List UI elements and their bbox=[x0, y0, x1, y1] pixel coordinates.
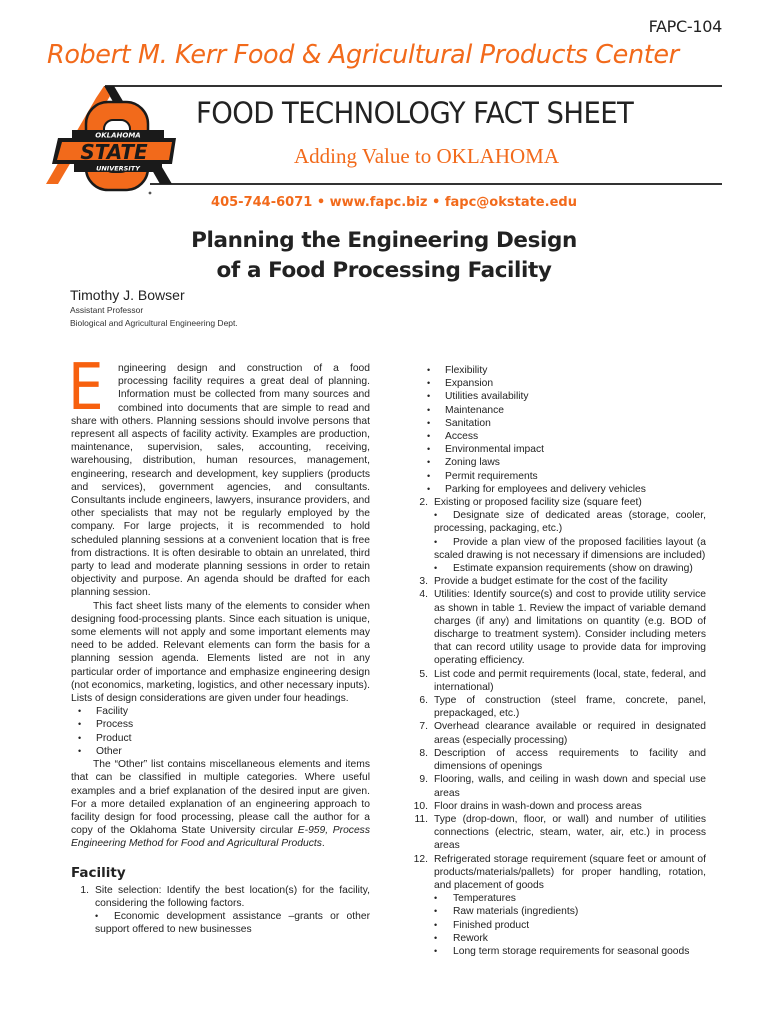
bullet-icon: • bbox=[427, 365, 431, 375]
intro-text: ngineering design and construction of a food processing facility requires a great deal of planning. Information must be collected from many sources and combined into documents that are simple to read and share with others. Planning sessions should involve persons that represent all aspects of facility activity. Examples are production, maintenance, supervision, sales, accounting, receiving, warehousing, distribution, human resources, management, engineering, research and development, key suppliers (products and services), government agencies, and consultants. Consultants include engineers, lawyers, insurance providers, and other specialists that may not be regularly employed by the company. For large projects, it is recommended to hold scheduled planning sessions at a convenient location that is free from distractions. It is often desirable to obtain an unrelated, third party to lead and moderate planning sessions in order to retain objectivity and purpose. An agenda should be drafted for each planning session. bbox=[71, 363, 370, 599]
paragraph-3: The “Other” list contains miscellaneous elements and items that can be classified in multiple categories. Where useful examples and a brief explanation of the desired input are given. For a more detailed explanation of an engineering approach to facility design for food processing, please call the author for a copy of the Oklahoma State University circular E-959, Process Engineering Method for Food and Agricultural Products. bbox=[71, 759, 370, 850]
sub-bullet: • Designate size of dedicated areas (storage, cooler, processing, packaging, etc.) bbox=[434, 510, 706, 535]
bullet-icon: • bbox=[78, 706, 82, 717]
list-item: • Process bbox=[78, 719, 134, 731]
list-item: • Parking for employees and delivery vehicles bbox=[427, 483, 646, 495]
header-rule-bottom bbox=[150, 183, 722, 185]
bullet-icon: • bbox=[95, 911, 99, 922]
svg-text:OKLAHOMA: OKLAHOMA bbox=[95, 131, 141, 140]
bullet-icon: • bbox=[427, 483, 431, 494]
list-item: • Rework bbox=[434, 932, 488, 944]
bullet-icon: • bbox=[434, 919, 438, 930]
author-name: Timothy J. Bowser bbox=[70, 287, 185, 303]
list-item: • Finished product bbox=[434, 919, 530, 931]
list-item: • Maintenance bbox=[427, 404, 504, 416]
sub-bullet: • Estimate expansion requirements (show on drawing) bbox=[434, 563, 693, 575]
numbered-item-5: 5. List code and permit requirements (local, state, federal, and international) bbox=[419, 668, 706, 693]
bullet-icon: • bbox=[78, 745, 82, 756]
article-title-line-2: of a Food Processing Facility bbox=[216, 258, 552, 283]
list-item: • Temperatures bbox=[434, 893, 516, 905]
list-item: • Expansion bbox=[427, 378, 494, 390]
author-title: Assistant Professor bbox=[70, 305, 144, 315]
tagline: Adding Value to OKLAHOMA bbox=[294, 144, 560, 168]
bullet-icon: • bbox=[434, 906, 438, 917]
paragraph-2: This fact sheet lists many of the elements to consider when designing food-processing plants. Since each situation is unique, some elements will not apply and some important elements may need to be added. Relevant elements can form the basis for a planning session agenda. Elements listed are not in any particular order of importance and emphasize engineering design (not economics, marketing, logistics, and other necessary inputs). Lists of design considerations are given under four headings. bbox=[71, 600, 370, 705]
bullet-icon: • bbox=[427, 431, 431, 442]
numbered-item-9: 9. Flooring, walls, and ceiling in wash down and special use areas bbox=[419, 774, 706, 799]
bullet-icon: • bbox=[78, 732, 82, 743]
sub-bullet: • Economic development assistance –grants or other support offered to new businesses bbox=[95, 911, 370, 936]
list-item: • Long term storage requirements for seasonal goods bbox=[434, 945, 690, 957]
list-item: • Permit requirements bbox=[427, 470, 538, 482]
list-item: • Raw materials (ingredients) bbox=[434, 906, 579, 918]
list-item: • Utilities availability bbox=[427, 391, 529, 403]
left-column bbox=[68, 351, 370, 937]
list-item: • Environmental impact bbox=[427, 444, 545, 456]
numbered-item-12: 12. Refrigerated storage requirement (square feet or amount of products/materials/pallets) for proper handling, rotation, and placement of goods bbox=[413, 853, 706, 891]
section-heading-facility: Facility bbox=[71, 864, 126, 881]
center-name: Robert M. Kerr Food & Agricultural Products Center bbox=[47, 40, 679, 70]
bullet-icon: • bbox=[434, 510, 438, 521]
article-title bbox=[0, 226, 768, 286]
author-block bbox=[70, 287, 238, 330]
list-item: • Access bbox=[427, 431, 479, 443]
svg-text:STATE: STATE bbox=[80, 140, 148, 164]
bullet-icon: • bbox=[427, 470, 431, 481]
osu-logo-icon bbox=[44, 84, 180, 196]
header-rule-top bbox=[105, 85, 722, 87]
list-item: • Sanitation bbox=[427, 417, 491, 429]
bullet-icon: • bbox=[427, 404, 431, 415]
drop-cap: E bbox=[68, 351, 104, 425]
list-item: • Other bbox=[78, 745, 122, 757]
numbered-item-3: 3. Provide a budget estimate for the cost of the facility bbox=[419, 576, 668, 588]
bullet-icon: • bbox=[434, 536, 438, 547]
bullet-icon: • bbox=[434, 563, 438, 574]
headings-list bbox=[71, 705, 370, 758]
refrigerated-storage-list bbox=[410, 892, 706, 958]
osu-logo bbox=[44, 84, 180, 196]
fact-sheet-title: FOOD TECHNOLOGY FACT SHEET bbox=[196, 96, 634, 130]
numbered-item-6: 6. Type of construction (steel frame, concrete, panel, prepackaged, etc.) bbox=[419, 695, 706, 720]
bullet-icon: • bbox=[434, 932, 438, 943]
numbered-item-4: 4. Utilities: Identify source(s) and cost to provide utility service as shown in table 1. Review the impact of variable demand charges (if any) and limitations on quantity (e.g. BOD of discharge to treatment system). Consider including meters that can record utility usage to provide data for improving operating efficiency. bbox=[419, 589, 706, 667]
bullet-icon: • bbox=[427, 457, 431, 468]
intro-paragraph bbox=[68, 351, 370, 600]
sub-bullet: • Provide a plan view of the proposed facilities layout (a scaled drawing is not necessary if dimensions are included) bbox=[434, 536, 706, 561]
bullet-icon: • bbox=[427, 417, 431, 428]
svg-text:UNIVERSITY: UNIVERSITY bbox=[96, 164, 140, 173]
bullet-icon: • bbox=[434, 945, 438, 956]
list-item: • Zoning laws bbox=[427, 457, 500, 469]
list-item: • Flexibility bbox=[427, 365, 488, 376]
bullet-icon: • bbox=[427, 391, 431, 402]
numbered-item-1: 1. Site selection: Identify the best location(s) for the facility, considering the following factors. bbox=[80, 884, 370, 909]
list-item: • Facility bbox=[78, 706, 129, 718]
article-title-line-1: Planning the Engineering Design bbox=[191, 228, 577, 253]
bullet-icon: • bbox=[78, 719, 82, 730]
numbered-item-2: 2. Existing or proposed facility size (square feet) bbox=[419, 497, 642, 509]
numbered-item-10: 10. Floor drains in wash-down and process areas bbox=[413, 800, 642, 812]
numbered-item-7: 7. Overhead clearance available or required in designated areas (especially processing) bbox=[419, 721, 706, 746]
circular-citation: E-959, Process Engineering Method for Food and Agricultural Products bbox=[71, 825, 370, 850]
numbered-item-8: 8. Description of access requirements to facility and dimensions of openings bbox=[419, 747, 706, 773]
bullet-icon: • bbox=[427, 444, 431, 455]
author-department: Biological and Agricultural Engineering Dept. bbox=[70, 318, 238, 328]
contact-info: 405-744-6071 • www.fapc.biz • fapc@okstate.edu bbox=[211, 195, 577, 210]
right-column bbox=[410, 364, 706, 958]
bullet-icon: • bbox=[427, 378, 431, 389]
numbered-item-11: 11. Type (drop-down, floor, or wall) and number of utilities connections (electric, steam, water, air, etc.) in process areas bbox=[414, 813, 706, 852]
bullet-icon: • bbox=[434, 893, 438, 904]
list-item: • Product bbox=[78, 732, 132, 744]
document-code: FAPC-104 bbox=[648, 17, 722, 36]
site-factors-list bbox=[410, 364, 706, 496]
